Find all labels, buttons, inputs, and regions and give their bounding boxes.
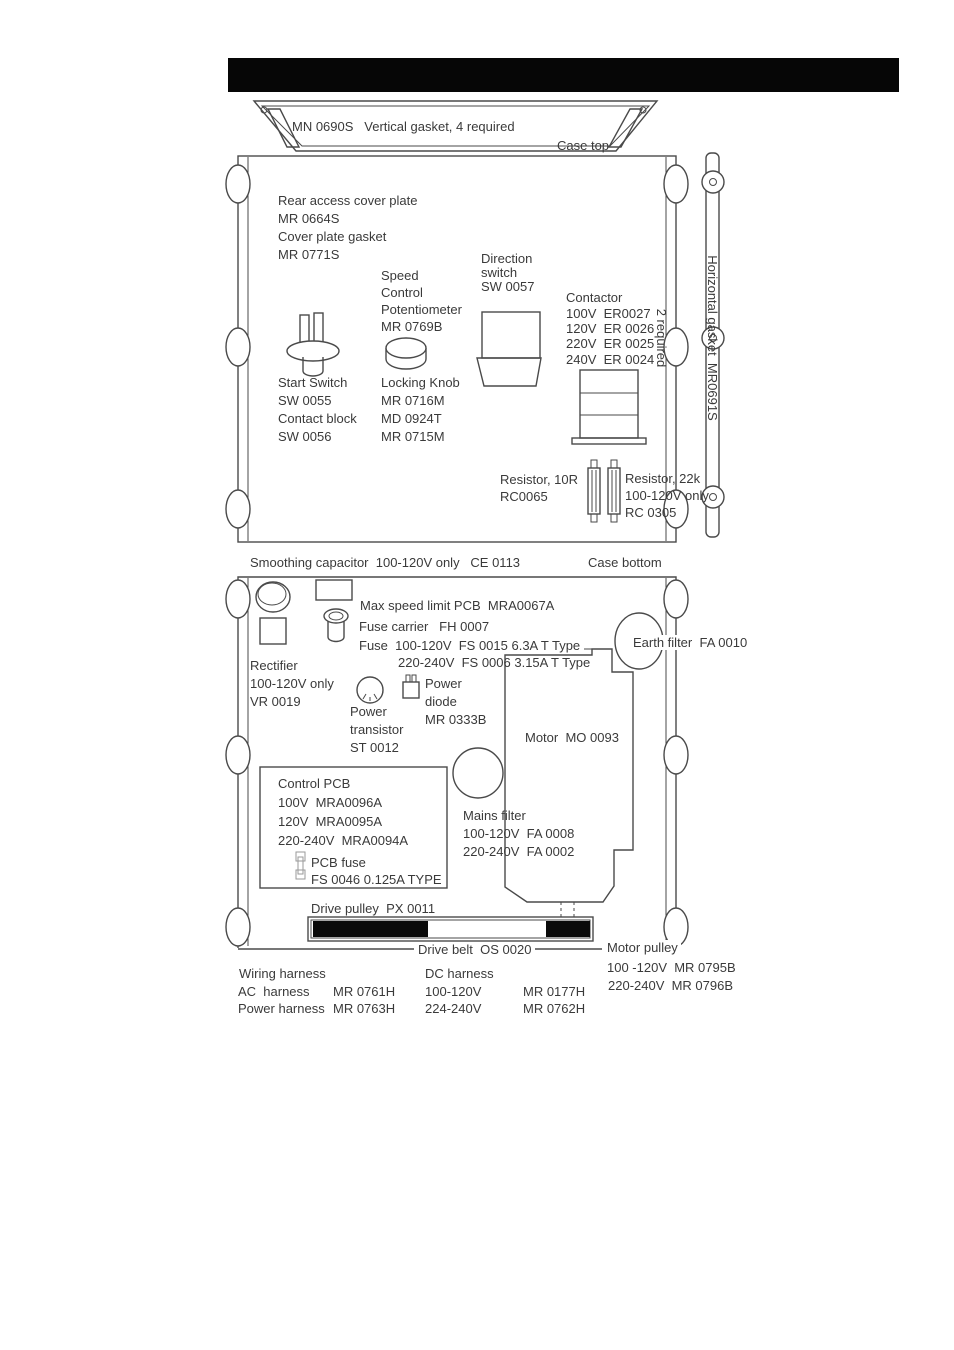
resistor-10r-label: Resistor, 10R [500, 472, 579, 487]
contactor-120v: 120V ER 0026 [566, 321, 655, 336]
max-speed-pcb-icon [316, 580, 352, 600]
drive-pulley-icon [313, 921, 428, 937]
power-diode-label-2: diode [425, 694, 457, 709]
max-speed-pcb-label: Max speed limit PCB MRA0067A [360, 598, 555, 613]
resistor-22k-label: Resistor, 22k [625, 471, 701, 486]
power-diode-label-1: Power [425, 676, 462, 691]
motor-pulley-220v-part: 220-240V MR 0796B [608, 978, 734, 993]
control-pcb-100v: 100V MRA0096A [278, 795, 383, 810]
power-diode-icon [403, 675, 419, 698]
fuse-carrier-label: Fuse carrier FH 0007 [359, 619, 490, 634]
mains-filter-icon [453, 748, 503, 798]
dc-harness-224v-part: MR 0762H [523, 1001, 586, 1016]
smoothing-capacitor-label: Smoothing capacitor 100-120V only CE 0113 [250, 555, 521, 570]
fuse-carrier-icon [324, 609, 348, 642]
resistor-22k-voltage: 100-120V only [625, 488, 709, 503]
control-pcb-label: Control PCB [278, 776, 351, 791]
rear-access-part: MR 0664S [278, 211, 340, 226]
mains-filter-220v: 220-240V FA 0002 [463, 844, 575, 859]
drive-pulley-label: Drive pulley PX 0011 [311, 901, 436, 916]
motor-outline [505, 649, 633, 917]
fuse-220-label: 220-240V FS 0006 3.15A T Type [398, 655, 591, 670]
speed-pot-label-1: Speed [381, 268, 419, 283]
contactor-240v: 240V ER 0024 [566, 352, 655, 367]
cover-plate-gasket-label: Cover plate gasket [278, 229, 387, 244]
motor-label: Motor MO 0093 [525, 730, 619, 745]
power-harness-label: Power harness [238, 1001, 325, 1016]
contact-block-part: SW 0056 [278, 429, 332, 444]
rear-access-label: Rear access cover plate [278, 193, 418, 208]
horizontal-gasket-label [654, 223, 755, 453]
case-bottom-label: Case bottom [588, 555, 662, 570]
control-pcb-220v: 220-240V MRA0094A [278, 833, 409, 848]
start-switch-part: SW 0055 [278, 393, 332, 408]
horizontal-gasket-qty: 2 required [654, 308, 669, 368]
motor-pulley-icon [546, 921, 590, 937]
rectifier-voltage: 100-120V only [250, 676, 334, 691]
locking-knob-label: Locking Knob [381, 375, 460, 390]
wiring-harness-label: Wiring harness [239, 966, 326, 981]
earth-filter-label: Earth filter FA 0010 [630, 635, 750, 650]
start-switch-icon [287, 313, 339, 376]
speed-pot-label-3: Potentiometer [381, 302, 462, 317]
resistor-icons [588, 460, 620, 522]
dc-harness-100v-part: MR 0177H [523, 984, 586, 999]
locking-knob-part-3: MR 0715M [381, 429, 445, 444]
locking-knob-part-2: MD 0924T [381, 411, 442, 426]
case-top-label: Case top [557, 138, 610, 153]
contactor-100v: 100V ER0027 [566, 306, 651, 321]
dc-harness-100v: 100-120V [425, 984, 482, 999]
dc-harness-label: DC harness [425, 966, 494, 981]
power-transistor-part: ST 0012 [350, 740, 399, 755]
locking-knob-part-1: MR 0716M [381, 393, 445, 408]
contactor-220v: 220V ER 0025 [566, 336, 655, 351]
mains-filter-100v: 100-120V FA 0008 [463, 826, 575, 841]
pcb-fuse-label: PCB fuse [311, 855, 366, 870]
fuse-100-label: Fuse 100-120V FS 0015 6.3A T Type [359, 638, 581, 653]
locking-knob-icon [386, 338, 426, 369]
contact-block-label: Contact block [278, 411, 357, 426]
rectifier-icon [260, 618, 286, 644]
horizontal-gasket-text: Horizontal gasket MR0691S [705, 255, 720, 421]
vertical-gasket-label: MN 0690S Vertical gasket, 4 required [292, 119, 515, 134]
pcb-fuse-part: FS 0046 0.125A TYPE [311, 872, 442, 887]
power-transistor-icon [357, 677, 383, 703]
power-harness-part: MR 0763H [333, 1001, 396, 1016]
direction-switch-part: SW 0057 [481, 279, 535, 294]
direction-switch-label-2: switch [481, 265, 518, 280]
direction-switch-label-1: Direction [481, 251, 533, 266]
ac-harness-label: AC harness [238, 984, 310, 999]
control-pcb-120v: 120V MRA0095A [278, 814, 383, 829]
capacitor-icon [256, 582, 290, 612]
dc-harness-224v: 224-240V [425, 1001, 482, 1016]
motor-pulley-100v-part: 100 -120V MR 0795B [607, 960, 736, 975]
motor-pulley-label: Motor pulley [604, 940, 681, 955]
power-diode-part: MR 0333B [425, 712, 487, 727]
start-switch-label: Start Switch [278, 375, 348, 390]
speed-pot-label-2: Control [381, 285, 423, 300]
ac-harness-part: MR 0761H [333, 984, 396, 999]
rectifier-part: VR 0019 [250, 694, 301, 709]
power-transistor-label-2: transistor [350, 722, 404, 737]
drive-belt-label: Drive belt OS 0020 [415, 942, 534, 957]
rectifier-label: Rectifier [250, 658, 298, 673]
mains-filter-label: Mains filter [463, 808, 526, 823]
resistor-10r-part: RC0065 [500, 489, 548, 504]
resistor-22k-part: RC 0305 [625, 505, 677, 520]
contactor-label: Contactor [566, 290, 623, 305]
speed-pot-part: MR 0769B [381, 319, 443, 334]
cover-plate-gasket-part: MR 0771S [278, 247, 340, 262]
drive-belt-icon [308, 917, 593, 941]
direction-switch-icon [477, 312, 541, 386]
power-transistor-label-1: Power [350, 704, 387, 719]
